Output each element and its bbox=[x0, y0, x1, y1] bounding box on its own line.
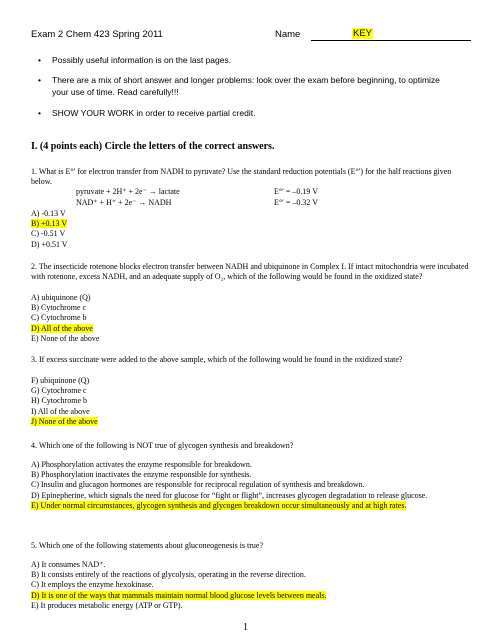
exam-header bbox=[31, 29, 471, 42]
page-number: 1 bbox=[243, 622, 248, 633]
option[interactable]: G) Cytochrome c bbox=[31, 386, 87, 396]
option[interactable]: E) None of the above bbox=[31, 333, 100, 343]
option-correct[interactable]: J) None of the above bbox=[31, 416, 98, 426]
option-correct[interactable]: E) Under normal circumstances, glycogen synthesis and glycogen breakdown occur simultaneously and at high rates. bbox=[31, 500, 407, 510]
question-4-options bbox=[31, 460, 471, 511]
question-3-stem: 3. If excess succinate were added to the above sample, which of the following would be found in the oxidized state? bbox=[31, 355, 403, 364]
option[interactable]: A) It consumes NAD⁺. bbox=[31, 560, 106, 569]
section-heading: I. (4 points each) Circle the letters of the correct answers. bbox=[31, 141, 275, 152]
option[interactable]: B) It consists entirely of the reactions of glycolysis, operating in the reverse direction. bbox=[31, 570, 306, 580]
reaction-1: pyruvate + 2H⁺ + 2e⁻ → lactate bbox=[76, 187, 180, 196]
option[interactable]: E) It produces metabolic energy (ATP or GTP). bbox=[31, 600, 183, 610]
option[interactable]: A) ubiquinone (Q) bbox=[31, 293, 91, 302]
instruction-bullet bbox=[38, 108, 452, 120]
question-1-options bbox=[31, 209, 471, 250]
option-correct[interactable]: B) +0.13 V bbox=[31, 219, 68, 229]
option[interactable]: C) It employs the enzyme hexokinase. bbox=[31, 580, 154, 590]
potential-2: E°′ = –0.32 V bbox=[274, 198, 318, 207]
name-underline bbox=[311, 40, 471, 41]
bullet-icon: • bbox=[38, 55, 41, 65]
option[interactable]: C) -0.51 V bbox=[31, 229, 66, 239]
option[interactable]: F) ubiquinone (Q) bbox=[31, 376, 90, 385]
instruction-bullet bbox=[38, 75, 452, 98]
option[interactable]: A) Phosphorylation activates the enzyme responsible for breakdown. bbox=[31, 460, 252, 469]
bullet-icon: • bbox=[38, 75, 41, 85]
option[interactable]: B) Phosphorylation inactivates the enzyme responsible for synthesis. bbox=[31, 470, 252, 480]
reaction-2: NAD⁺ + H⁺ + 2e⁻ → NADH bbox=[76, 198, 172, 207]
option[interactable]: D) +0.51 V bbox=[31, 239, 68, 249]
question-4-stem: 4. Which one of the following is NOT true of glycogen synthesis and breakdown? bbox=[31, 441, 294, 450]
instruction-bullet bbox=[38, 55, 452, 67]
exam-title: Exam 2 Chem 423 Spring 2011 bbox=[31, 29, 163, 40]
instruction-text: Possibly useful information is on the last pages. bbox=[52, 55, 232, 65]
bullet-icon: • bbox=[38, 108, 41, 118]
option[interactable]: A) -0.13 V bbox=[31, 209, 66, 218]
option-correct[interactable]: D) It is one of the ways that mammals maintain normal blood glucose levels between meals. bbox=[31, 590, 327, 600]
question-5-stem: 5. Which one of the following statements about gluconeogenesis is true? bbox=[31, 541, 264, 550]
option-correct[interactable]: D) All of the above bbox=[31, 323, 93, 333]
question-1-stem: 1. What is E°′ for electron transfer from NADH to pyruvate? Use the standard reduction potentials (E°′) for the half reactions given below. bbox=[31, 167, 452, 187]
option[interactable]: C) Cytochrome b bbox=[31, 313, 87, 323]
option[interactable]: I) All of the above bbox=[31, 406, 90, 416]
instruction-text: SHOW YOUR WORK in order to receive partial credit. bbox=[52, 108, 256, 118]
question-2-stem: 2. The insecticide rotenone blocks electron transfer between NADH and ubiquinone in Complex I. If intact mitochondria were incubated with rotenone, excess NADH, and an adequate supply of O₂, which of the following would be found in the oxidized state? bbox=[31, 262, 469, 282]
question-3-options bbox=[31, 376, 471, 427]
answer-key-badge: KEY bbox=[353, 28, 373, 39]
option[interactable]: D) Epinepherine, which signals the need for glucose for “fight or flight”, increases glycogen degradation to release glucose. bbox=[31, 490, 428, 500]
name-label: Name bbox=[275, 29, 301, 40]
question-2-options bbox=[31, 293, 471, 344]
instruction-text: There are a mix of short answer and longer problems: look over the exam before beginning, to optimize your use of time. Read carefully!!! bbox=[52, 75, 440, 97]
option[interactable]: H) Cytochrome b bbox=[31, 396, 87, 406]
option[interactable]: B) Cytochrome c bbox=[31, 303, 87, 313]
potential-1: E°′ = –0.19 V bbox=[274, 187, 318, 196]
option[interactable]: C) Insulin and glucagon hormones are responsible for reciprocal regulation of synthesis and breakdown. bbox=[31, 480, 365, 490]
question-5-options bbox=[31, 560, 471, 611]
